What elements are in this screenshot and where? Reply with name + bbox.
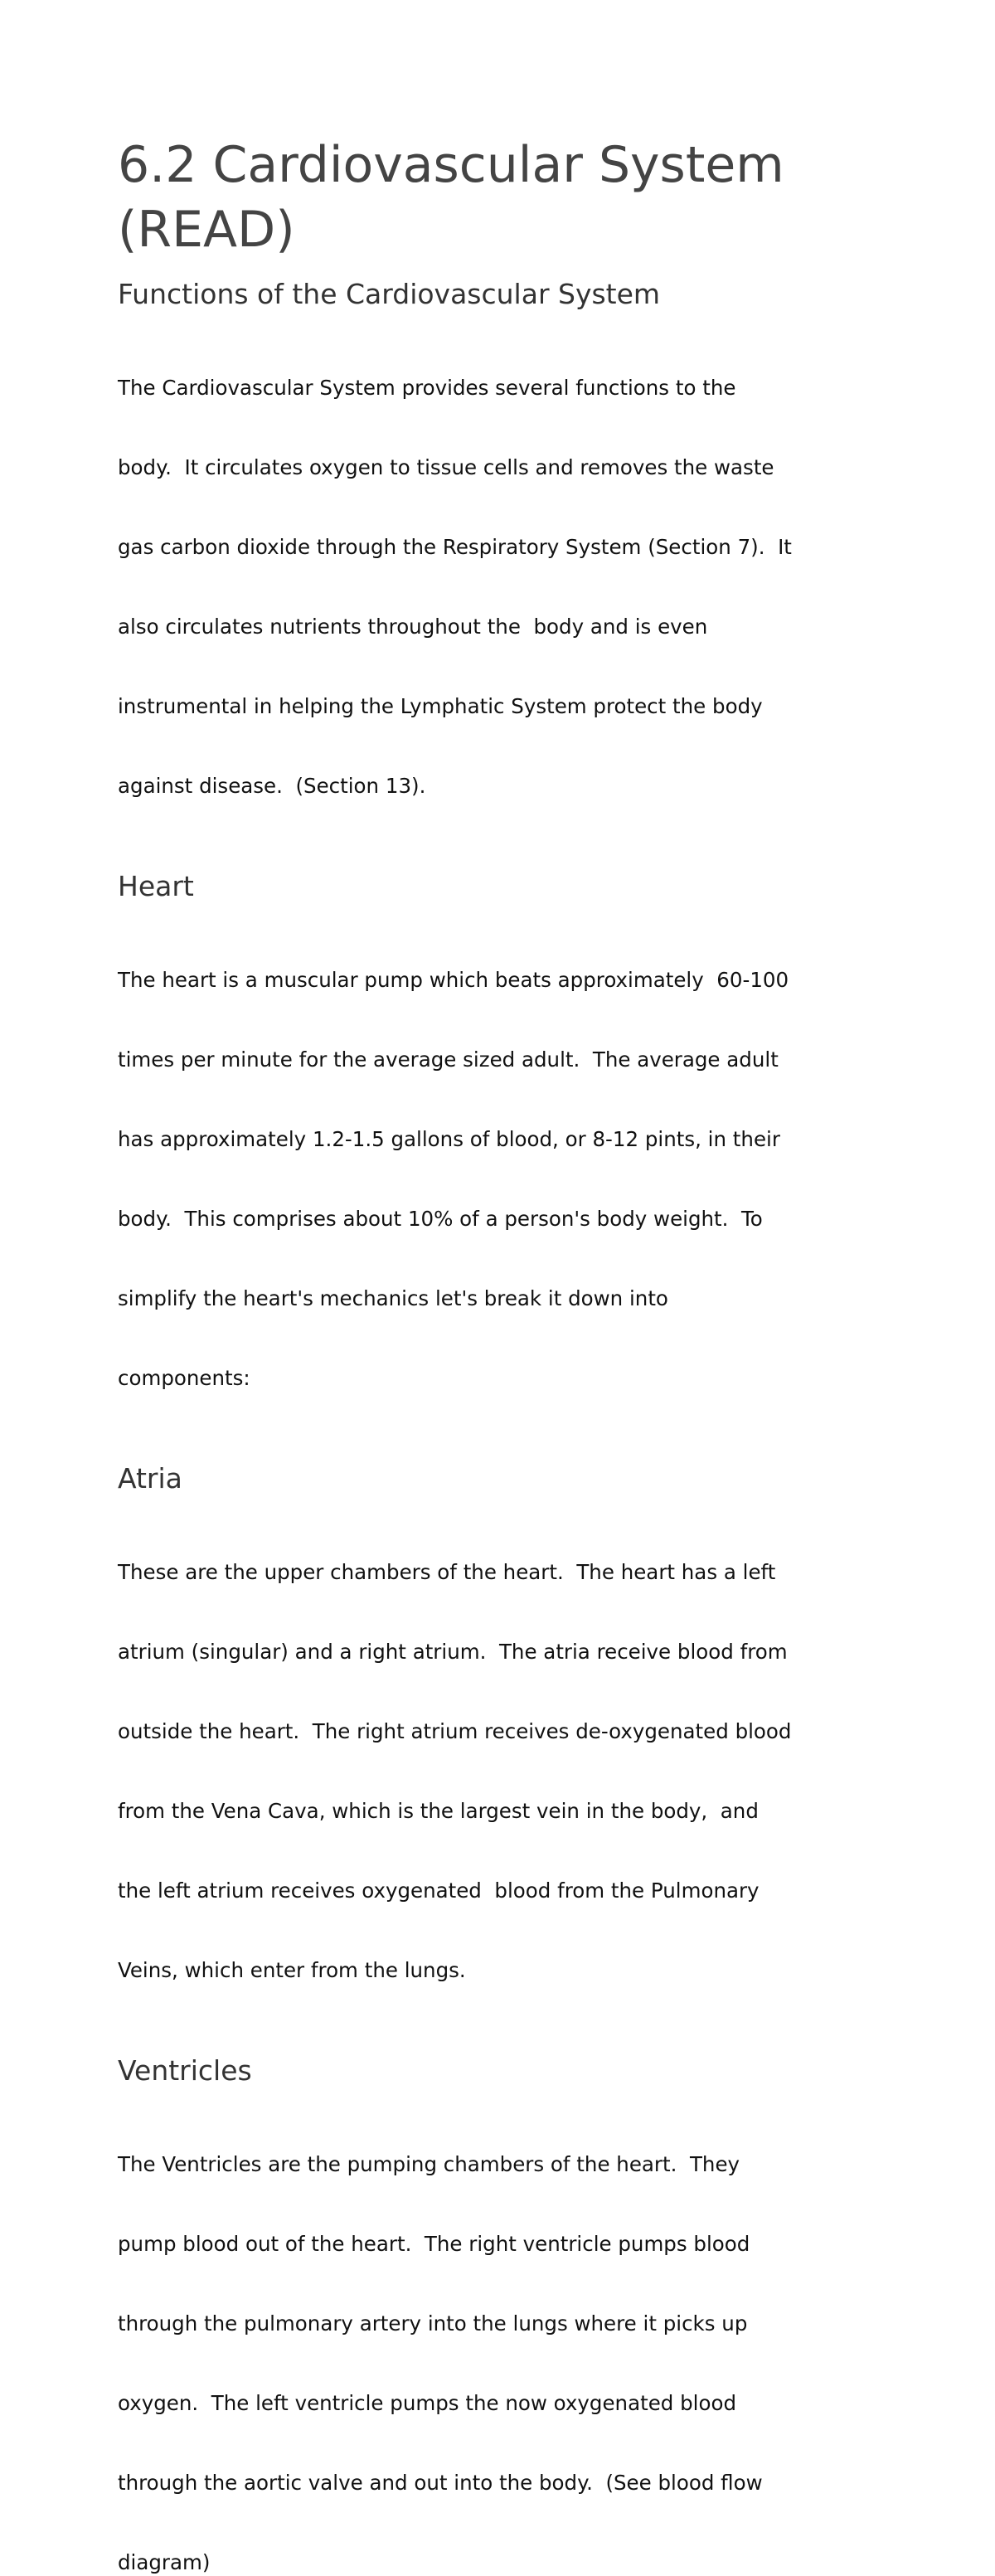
title-line: (READ) [118, 201, 295, 259]
paragraph-line: simplify the heart's mechanics let's break it down into [118, 1286, 668, 1310]
paragraph-line: body. It circulates oxygen to tissue cells and removes the waste [118, 455, 774, 479]
paragraph-line: through the pulmonary artery into the lungs where it picks up [118, 2311, 748, 2335]
paragraph-line: has approximately 1.2-1.5 gallons of blood, or 8-12 pints, in their [118, 1127, 780, 1151]
paragraph-line: These are the upper chambers of the heart. The heart has a left [118, 1560, 776, 1584]
paragraph-line: against disease. (Section 13). [118, 774, 426, 798]
paragraph-line: times per minute for the average sized adult. The average adult [118, 1047, 779, 1072]
paragraph-line: through the aortic valve and out into the body. (See blood flow [118, 2471, 763, 2495]
paragraph-line: The heart is a muscular pump which beats approximately 60-100 [118, 968, 789, 992]
page-title [118, 133, 889, 262]
paragraph-line: components: [118, 1366, 250, 1390]
paragraph-line: also circulates nutrients throughout the body and is even [118, 615, 708, 639]
paragraph-line: diagram) [118, 2550, 211, 2574]
paragraph-line: atrium (singular) and a right atrium. The atria receive blood from [118, 1640, 788, 1664]
title-line: 6.2 Cardiovascular System [118, 136, 784, 194]
paragraph-line: the left atrium receives oxygenated blood from the Pulmonary [118, 1879, 760, 1903]
section-heading-functions: Functions of the Cardiovascular System [118, 278, 661, 310]
section-heading-ventricles: Ventricles [118, 2054, 252, 2087]
section-paragraph-heart [118, 914, 889, 1445]
section-heading-atria: Atria [118, 1462, 182, 1495]
paragraph-line: gas carbon dioxide through the Respiratory System (Section 7). It [118, 535, 792, 559]
paragraph-line: pump blood out of the heart. The right ventricle pumps blood [118, 2232, 750, 2256]
document-page [118, 133, 889, 2576]
section-paragraph-ventricles [118, 2098, 889, 2576]
section-heading-heart: Heart [118, 870, 194, 902]
paragraph-line: oxygen. The left ventricle pumps the now oxygenated blood [118, 2391, 736, 2415]
paragraph-line: The Ventricles are the pumping chambers of the heart. They [118, 2152, 740, 2176]
section-paragraph-functions [118, 322, 889, 853]
section-paragraph-atria [118, 1506, 889, 2037]
paragraph-line: from the Vena Cava, which is the largest vein in the body, and [118, 1799, 759, 1823]
paragraph-line: instrumental in helping the Lymphatic System protect the body [118, 694, 763, 718]
paragraph-line: Veins, which enter from the lungs. [118, 1958, 466, 1982]
paragraph-line: The Cardiovascular System provides several functions to the [118, 376, 736, 400]
paragraph-line: outside the heart. The right atrium receives de-oxygenated blood [118, 1719, 792, 1743]
paragraph-line: body. This comprises about 10% of a person's body weight. To [118, 1207, 763, 1231]
